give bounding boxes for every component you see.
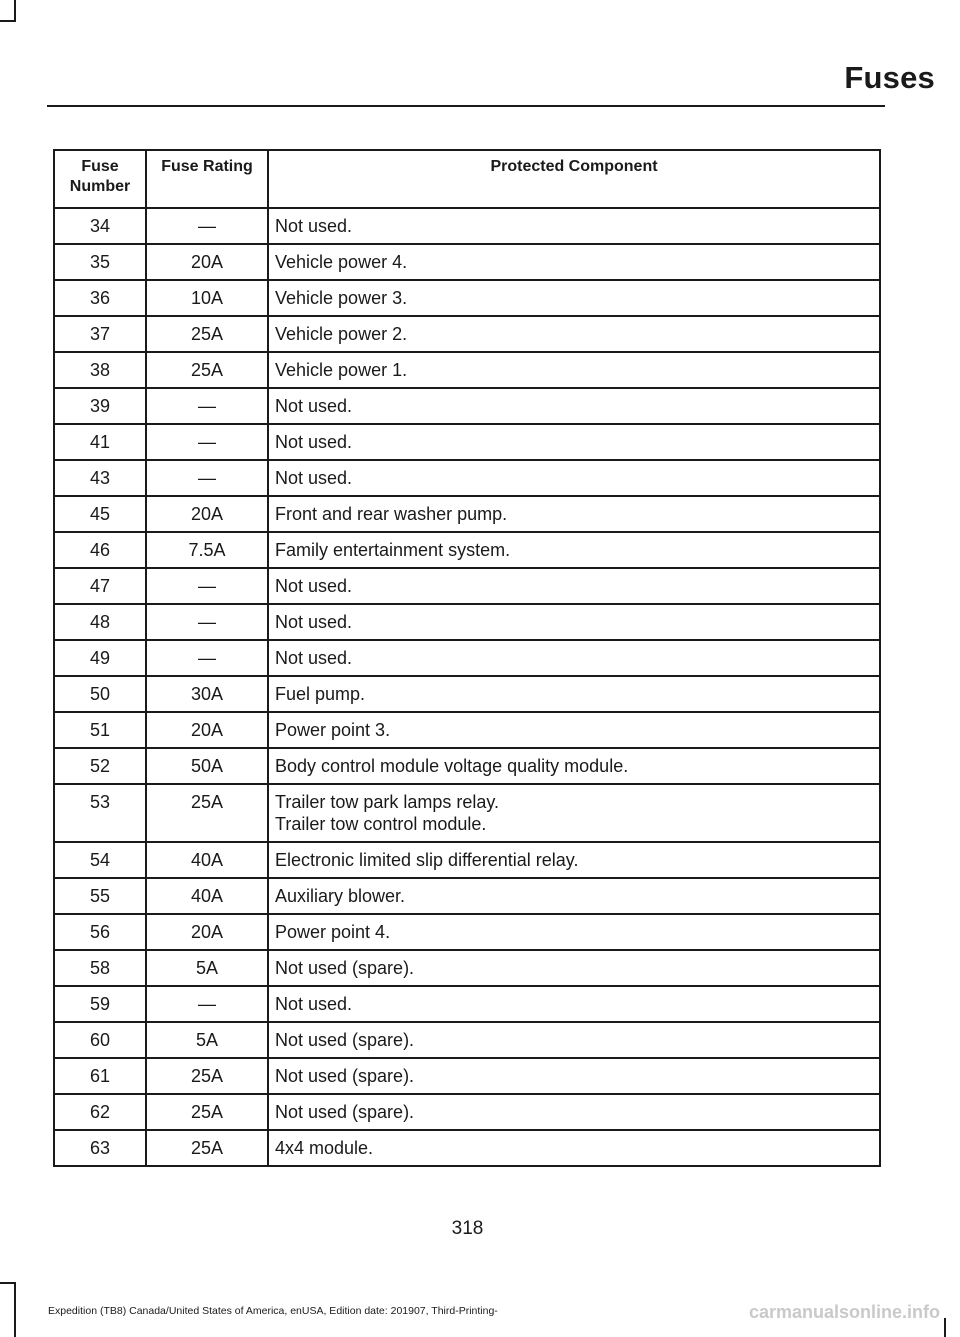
table-row [54,986,880,1022]
table-row [54,388,880,424]
table-row [54,496,880,532]
fuse-number-cell: 62 [54,1094,146,1130]
table-row [54,352,880,388]
protected-component-text: Trailer tow park lamps relay. [275,792,500,812]
table-row [54,208,880,244]
fuse-rating-cell: — [146,388,268,424]
table-row [54,244,880,280]
fuse-rating-cell: — [146,568,268,604]
protected-component-text: Not used (spare). [275,1102,415,1122]
fuse-number-cell: 51 [54,712,146,748]
protected-component-cell [268,1094,880,1130]
fuse-number-cell: 45 [54,496,146,532]
protected-component-text: Not used. [275,576,353,596]
table-row [54,878,880,914]
header-fuse-number: Fuse Number [54,150,146,208]
fuse-rating-cell: 25A [146,352,268,388]
fuse-table [53,149,881,1167]
fuse-rating-cell: 20A [146,712,268,748]
protected-component-cell [268,316,880,352]
page-title: Fuses [844,60,935,95]
protected-component-cell [268,424,880,460]
table-row [54,676,880,712]
protected-component-text: Vehicle power 2. [275,324,408,344]
watermark: carmanualsonline.info [748,1302,940,1322]
fuse-number-cell: 36 [54,280,146,316]
protected-component-cell [268,244,880,280]
fuse-number-cell: 61 [54,1058,146,1094]
fuse-rating-cell: 5A [146,1022,268,1058]
fuse-rating-cell: 20A [146,496,268,532]
table-row [54,604,880,640]
protected-component-text: Not used (spare). [275,958,415,978]
protected-component-cell [268,1130,880,1166]
protected-component-text: 4x4 module. [275,1138,374,1158]
corner-mark-bottom-right [944,1318,946,1337]
protected-component-text: Not used. [275,612,353,632]
protected-component-cell [268,676,880,712]
table-row [54,748,880,784]
page-number: 318 [451,1218,484,1239]
protected-component-text: Vehicle power 4. [275,252,408,272]
protected-component-text: Not used (spare). [275,1066,415,1086]
fuse-number-cell: 52 [54,748,146,784]
protected-component-cell [268,914,880,950]
protected-component-cell [268,986,880,1022]
fuse-rating-cell: — [146,208,268,244]
fuse-number-cell: 34 [54,208,146,244]
fuse-number-cell: 39 [54,388,146,424]
fuse-number-cell: 63 [54,1130,146,1166]
fuse-rating-cell: 25A [146,1058,268,1094]
table-row [54,460,880,496]
fuse-number-cell: 50 [54,676,146,712]
protected-component-cell [268,712,880,748]
protected-component-text: Not used. [275,994,353,1014]
table-header-row [54,150,880,208]
protected-component-cell [268,784,880,842]
protected-component-cell [268,950,880,986]
fuse-number-cell: 41 [54,424,146,460]
protected-component-cell [268,604,880,640]
table-row [54,532,880,568]
protected-component-text: Auxiliary blower. [275,886,406,906]
fuse-number-cell: 35 [54,244,146,280]
protected-component-cell [268,568,880,604]
fuse-number-cell: 37 [54,316,146,352]
fuse-rating-cell: 25A [146,784,268,842]
table-row [54,280,880,316]
protected-component-cell [268,388,880,424]
table-row [54,712,880,748]
protected-component-cell [268,1058,880,1094]
fuse-number-cell: 59 [54,986,146,1022]
table-row [54,1094,880,1130]
protected-component-cell [268,532,880,568]
protected-component-text: Electronic limited slip differential relay. [275,850,579,870]
protected-component-cell [268,352,880,388]
protected-component-text: Front and rear washer pump. [275,504,508,524]
protected-component-cell [268,496,880,532]
fuse-rating-cell: 20A [146,244,268,280]
fuse-rating-cell: 30A [146,676,268,712]
fuse-number-cell: 55 [54,878,146,914]
protected-component-text: Body control module voltage quality module. [275,756,629,776]
table-row [54,1130,880,1166]
protected-component-text: Vehicle power 3. [275,288,408,308]
fuse-rating-cell: 40A [146,842,268,878]
protected-component-cell [268,280,880,316]
fuse-number-cell: 58 [54,950,146,986]
table-row [54,914,880,950]
table-row [54,1058,880,1094]
fuse-rating-cell: — [146,640,268,676]
corner-mark-bottom-left-h [0,1282,16,1284]
protected-component-text: Trailer tow control module. [275,814,487,834]
table-row [54,568,880,604]
fuse-rating-cell: 10A [146,280,268,316]
protected-component-cell [268,842,880,878]
protected-component-text: Fuel pump. [275,684,366,704]
header-fuse-rating: Fuse Rating [146,150,268,208]
fuse-rating-cell: 5A [146,950,268,986]
fuse-rating-cell: 25A [146,316,268,352]
table-row [54,784,880,842]
protected-component-text: Family entertainment system. [275,540,511,560]
corner-mark-top-left [14,0,16,22]
protected-component-text: Power point 4. [275,922,391,942]
fuse-table-body [54,208,880,1166]
protected-component-cell [268,1022,880,1058]
fuse-number-cell: 38 [54,352,146,388]
protected-component-text: Not used. [275,648,353,668]
protected-component-cell [268,748,880,784]
fuse-number-cell: 54 [54,842,146,878]
protected-component-cell [268,878,880,914]
fuse-rating-cell: — [146,460,268,496]
fuse-number-cell: 47 [54,568,146,604]
corner-mark-bottom-left [14,1282,16,1337]
fuse-number-cell: 46 [54,532,146,568]
fuse-number-cell: 53 [54,784,146,842]
fuse-rating-cell: 25A [146,1130,268,1166]
corner-mark-top-left-h [0,20,16,22]
table-row [54,1022,880,1058]
protected-component-cell [268,208,880,244]
title-divider [47,105,885,107]
fuse-rating-cell: — [146,424,268,460]
protected-component-cell [268,460,880,496]
fuse-rating-cell: 40A [146,878,268,914]
protected-component-text: Not used (spare). [275,1030,415,1050]
fuse-rating-cell: 20A [146,914,268,950]
fuse-rating-cell: 7.5A [146,532,268,568]
protected-component-text: Not used. [275,432,353,452]
footer-edition-text: Expedition (TB8) Canada/United States of America, enUSA, Edition date: 201907, Third-Printing- [48,1305,498,1317]
protected-component-text: Not used. [275,468,353,488]
table-row [54,424,880,460]
fuse-rating-cell: — [146,986,268,1022]
fuse-number-cell: 43 [54,460,146,496]
protected-component-text: Not used. [275,216,353,236]
fuse-number-cell: 48 [54,604,146,640]
fuse-number-cell: 56 [54,914,146,950]
table-row [54,316,880,352]
fuse-rating-cell: 50A [146,748,268,784]
protected-component-text: Power point 3. [275,720,391,740]
table-row [54,950,880,986]
protected-component-text: Vehicle power 1. [275,360,408,380]
fuse-rating-cell: 25A [146,1094,268,1130]
protected-component-text: Not used. [275,396,353,416]
fuse-rating-cell: — [146,604,268,640]
fuse-number-cell: 49 [54,640,146,676]
fuse-number-cell: 60 [54,1022,146,1058]
table-row [54,640,880,676]
table-row [54,842,880,878]
header-protected-component: Protected Component [268,150,880,208]
protected-component-cell [268,640,880,676]
